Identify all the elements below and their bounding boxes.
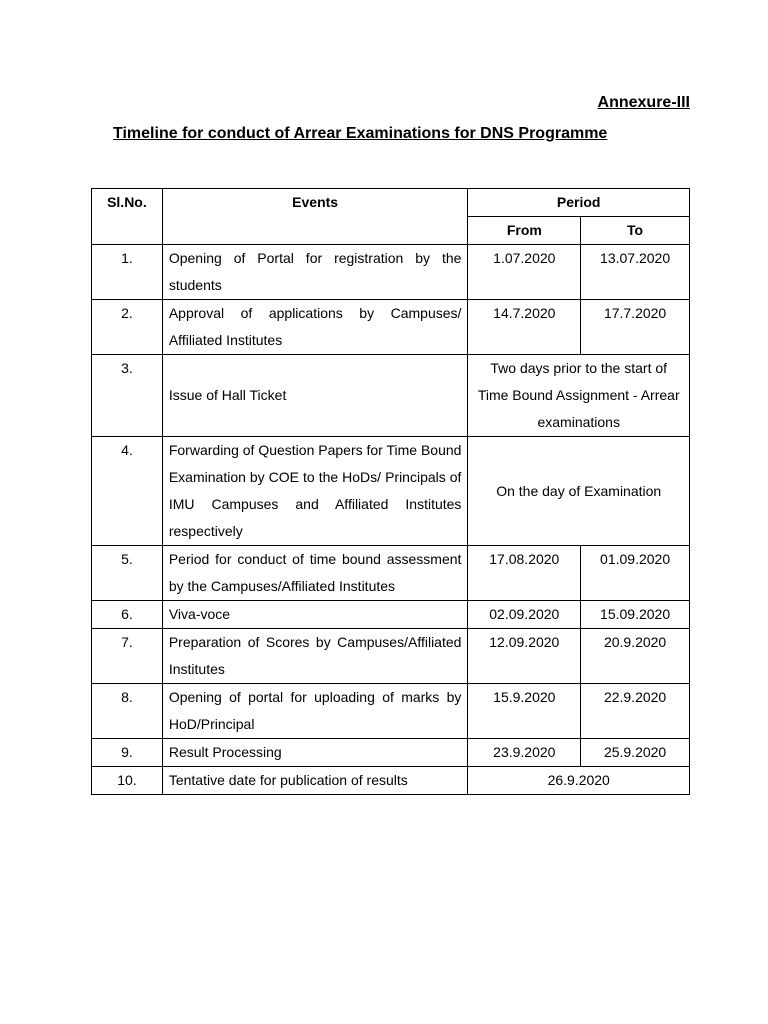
table-row [92, 601, 690, 629]
table-row [92, 355, 690, 437]
row-from-date: 02.09.2020 [468, 601, 581, 629]
row-to-date: 15.09.2020 [581, 601, 690, 629]
row-event: Forwarding of Question Papers for Time Bound Examination by COE to the HoDs/ Principals of IMU Campuses and Affiliated Institutes respectively [162, 437, 468, 546]
row-sl-no: 7. [92, 629, 163, 684]
row-from-date: 1.07.2020 [468, 245, 581, 300]
row-event: Viva-voce [162, 601, 468, 629]
row-sl-no: 2. [92, 300, 163, 355]
row-event: Result Processing [162, 739, 468, 767]
row-sl-no: 4. [92, 437, 163, 546]
row-from-date: 14.7.2020 [468, 300, 581, 355]
header-events: Events [162, 189, 468, 245]
row-event: Issue of Hall Ticket [162, 355, 468, 437]
row-sl-no: 9. [92, 739, 163, 767]
header-sl-no: Sl.No. [92, 189, 163, 245]
row-to-date: 17.7.2020 [581, 300, 690, 355]
document-title: Timeline for conduct of Arrear Examinations for DNS Programme [113, 125, 608, 142]
row-sl-no: 5. [92, 546, 163, 601]
row-sl-no: 10. [92, 767, 163, 795]
row-from-date: 12.09.2020 [468, 629, 581, 684]
table-row [92, 437, 690, 546]
row-period: On the day of Examination [468, 437, 690, 546]
header-to: To [581, 217, 690, 245]
table-row [92, 739, 690, 767]
row-event: Preparation of Scores by Campuses/Affiliated Institutes [162, 629, 468, 684]
header-from: From [468, 217, 581, 245]
row-event: Opening of Portal for registration by the students [162, 245, 468, 300]
table-row [92, 300, 690, 355]
row-from-date: 23.9.2020 [468, 739, 581, 767]
row-sl-no: 3. [92, 355, 163, 437]
table-row [92, 684, 690, 739]
header-period: Period [468, 189, 690, 217]
row-event: Tentative date for publication of results [162, 767, 468, 795]
row-to-date: 01.09.2020 [581, 546, 690, 601]
row-to-date: 20.9.2020 [581, 629, 690, 684]
row-to-date: 22.9.2020 [581, 684, 690, 739]
table-row [92, 245, 690, 300]
row-event: Opening of portal for uploading of marks by HoD/Principal [162, 684, 468, 739]
row-event: Period for conduct of time bound assessment by the Campuses/Affiliated Institutes [162, 546, 468, 601]
row-sl-no: 6. [92, 601, 163, 629]
table-row [92, 767, 690, 795]
row-sl-no: 8. [92, 684, 163, 739]
row-to-date: 13.07.2020 [581, 245, 690, 300]
row-period: Two days prior to the start of Time Bound Assignment - Arrear examinations [468, 355, 690, 437]
row-event: Approval of applications by Campuses/ Affiliated Institutes [162, 300, 468, 355]
table-header-row [92, 189, 690, 217]
row-from-date: 17.08.2020 [468, 546, 581, 601]
row-from-date: 15.9.2020 [468, 684, 581, 739]
annexure-label: Annexure-III [597, 94, 690, 111]
row-period: 26.9.2020 [468, 767, 690, 795]
row-to-date: 25.9.2020 [581, 739, 690, 767]
table-row [92, 629, 690, 684]
table-row [92, 546, 690, 601]
timeline-table [91, 188, 690, 795]
row-sl-no: 1. [92, 245, 163, 300]
